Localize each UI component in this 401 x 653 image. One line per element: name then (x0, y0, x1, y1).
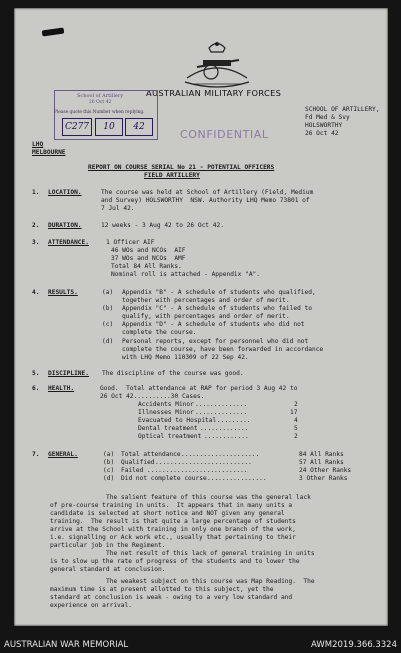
general-row-text: Qualified (121, 459, 155, 466)
general-row-label: (c) (103, 467, 115, 474)
health-row-label: Accidents Minor (138, 401, 194, 408)
attendance-line: Nominal roll is attached - Appendix "A". (111, 271, 261, 278)
results-item-label: (d) (102, 338, 114, 345)
general-row-label: (b) (103, 459, 115, 466)
general-row-value: 57 All Ranks (299, 459, 344, 466)
results-item-text: complete the course, have been forwarded in accordance (122, 346, 324, 353)
general-row-label: (a) (103, 451, 115, 458)
document-page: AUSTRALIAN MILITARY FORCES School of Artillery 26 Oct 42 Please quote this Number when replying. C277 10 42 CONFIDENTIAL SCHOOL OF ARTILLERY, Fd Med & Svy HOLSWORTHY 26 Oct 42 LHQ MELBOURNE REPORT ON COURSE SERIAL No 21 - POTENTIAL OFFICERS FIELD ARTILLERY 1. LOCATION. The course was held at School of Artillery (Field, Medium and Survey) HOLSWORTHY NSW. Authority LHQ Memo 73801 of 7 Jul 42. 2. DURATION. 12 weeks - 3 Aug 42 to 26 Oct 42. 3. ATTENDANCE. 1 Officer AIF 46 WOs and NCOs AIF 37 WOs and NCOs AMF Total 84 All Ranks. Nominal roll is attached - Appendix "A". 4. RESULTS. (a) Appendix "B" - A schedule of students who qualified, together with percentages and order of merit. (b) Appendix "C" - A schedule of students who failed to qualify, with percentages and order of merit. (c) Appendix "D" - A schedule of students who did not complete the course. (d) Personal reports, except for personnel who did not complete the course, have been forwarded in accordance with LHQ Memo 110309 of 22 Sep 42. 5. DISCIPLINE. The discipline of the course was good. 6. HEALTH. Good. Total attendance at RAP for period 3 Aug 42 to 26 Oct 42..........30 Cases. Accidents Minor .............. 2 Illnesses Minor .............. 17 Evacuated to Hospital ......... 4 Dental treatment ............. 5 Optical treatment ............ 2 7. GENERAL. (a) Total attendance ..................... 84 All Ranks (b) Qualified .......................... 57 All Ranks (c) Failed ........................... 24 Other Ranks (d) Did not complete course ................ 3 Other Ranks The salient feature of this course was the general lack of pre-course training in units. It appears that in many units a candidate is selected at short notice and NOT given any general training. The result is that quite a large percentage of students arrive at the School with training in only one branch of the work, i.e. signalling or Ack work etc., usually that pertaining to their particular job in the Regiment. The net result of this lack of general training in units is to slow up the rate of progress of the students and to lower the general standard at conclusion. The weakest subject on this course was Map Reading. The maximum time is at present allotted to this subject, yet the standard at conclusion is weak - owing to a very low standard and experience on arrival. (14, 8, 388, 626)
general-paragraph-line: maximum time is at present allotted to this subject, yet the (50, 586, 274, 593)
results-item-label: (b) (102, 305, 114, 312)
confidential-stamp: CONFIDENTIAL (180, 128, 269, 141)
stamp-line-1: School of Artillery (77, 93, 124, 99)
section-number: 4. (32, 289, 40, 296)
letterhead: AUSTRALIAN MILITARY FORCES (146, 88, 282, 98)
recipient-line-2: MELBOURNE (32, 149, 66, 156)
general-paragraph-line: The salient feature of this course was the general lack (106, 494, 311, 501)
results-item-text: with LHQ Memo 110309 of 22 Sep 42. (122, 354, 249, 361)
military-crest-icon (177, 38, 257, 90)
section-heading-general: GENERAL. (48, 451, 78, 458)
results-item-text: qualify, with percentages and order of merit. (122, 313, 290, 320)
results-item-label: (c) (102, 321, 114, 328)
attendance-line: 37 WOs and NCOs AMF (111, 255, 186, 262)
general-row-value: 84 All Ranks (299, 451, 344, 458)
address-unit: Fd Med & Svy (305, 114, 350, 121)
general-row-label: (d) (103, 475, 115, 482)
section-heading-health: HEALTH. (48, 385, 75, 392)
results-item-text: Appendix "B" - A schedule of students who qualified, (122, 289, 316, 296)
health-row-label: Evacuated to Hospital (138, 417, 217, 424)
stamp-box-1: C277 (62, 118, 92, 136)
general-paragraph-line: general standard at conclusion. (50, 566, 166, 573)
recipient-line-1: LHQ (32, 141, 44, 148)
general-paragraph-line: of pre-course training in units. It appears that in many units a (50, 502, 293, 509)
stamp-line-3: Please quote this Number when replying. (54, 110, 145, 115)
health-row-value: 4 (294, 417, 298, 424)
duration-text: 12 weeks - 3 Aug 42 to 26 Oct 42. (101, 222, 224, 229)
section-heading-duration: DURATION. (48, 222, 82, 229)
general-row-value: 3 Other Ranks (299, 475, 348, 482)
general-row-text: Did not complete course (121, 475, 207, 482)
section-number: 3. (32, 239, 40, 246)
location-text: 7 Jul 42. (101, 205, 135, 212)
health-text: Good. Total attendance at RAP for period 3 Aug 42 to (100, 385, 298, 392)
health-row-label: Optical treatment (138, 433, 202, 440)
address-date: 26 Oct 42 (305, 130, 339, 137)
results-item-text: together with percentages and order of merit. (122, 297, 290, 304)
health-row-label: Illnesses Minor (138, 409, 194, 416)
location-text: and Survey) HOLSWORTHY NSW. Authority LHQ Memo 73801 of (101, 197, 310, 204)
section-number: 5. (32, 370, 40, 377)
stamp-box-2: 10 (95, 118, 123, 136)
general-paragraph-line: training. The result is that quite a large percentage of students (50, 518, 296, 525)
attendance-line: Total 84 All Ranks. (111, 263, 182, 270)
footer-accession-number: AWM2019.366.3324 (311, 640, 397, 650)
stamp-line-2: 26 Oct 42 (89, 100, 112, 105)
address-school: SCHOOL OF ARTILLERY, (305, 106, 380, 113)
general-row-value: 24 Other Ranks (299, 467, 352, 474)
health-row-value: 17 (290, 409, 298, 416)
health-text: 26 Oct 42..........30 Cases. (100, 393, 205, 400)
section-heading-attendance: ATTENDANCE. (48, 239, 89, 246)
general-paragraph-line: i.e. signalling or Ack work etc., usually that pertaining to their (50, 534, 296, 541)
health-row-label: Dental treatment (138, 425, 198, 432)
hole-punch-mark (42, 27, 65, 36)
report-title-line-1: REPORT ON COURSE SERIAL No 21 - POTENTIAL OFFICERS (88, 164, 275, 171)
health-row-value: 2 (294, 401, 298, 408)
general-paragraph-line: experience on arrival. (50, 602, 132, 609)
attendance-line: 46 WOs and NCOs AIF (111, 247, 186, 254)
location-text: The course was held at School of Artillery (Field, Medium (101, 189, 314, 196)
section-number: 2. (32, 222, 40, 229)
address-place: HOLSWORTHY (305, 122, 343, 129)
results-item-label: (a) (102, 289, 114, 296)
general-paragraph-line: is to slow up the rate of progress of the students and to lower the (50, 558, 300, 565)
section-heading-location: LOCATION. (48, 189, 82, 196)
section-number: 7. (32, 451, 40, 458)
general-row-text: Total attendance (121, 451, 181, 458)
health-row-value: 2 (294, 433, 298, 440)
results-item-text: complete the course. (122, 329, 197, 336)
general-paragraph-line: candidate is selected at short notice and NOT given any general (50, 510, 285, 517)
sender-address (305, 106, 380, 138)
general-paragraph-line: particular job in the Regiment. (50, 542, 166, 549)
general-paragraph-line: arrive at the School with training in only one branch of the work, (50, 526, 296, 533)
discipline-text: The discipline of the course was good. (102, 370, 244, 377)
section-heading-results: RESULTS. (48, 289, 78, 296)
section-number: 1. (32, 189, 40, 196)
stamp-box-3: 42 (125, 118, 153, 136)
results-item-text: Personal reports, except for personnel who did not (122, 338, 309, 345)
general-paragraph-line: The weakest subject on this course was Map Reading. The (106, 578, 315, 585)
attendance-line: 1 Officer AIF (106, 239, 155, 246)
results-item-text: Appendix "D" - A schedule of students who did not (122, 321, 305, 328)
registry-stamp (54, 90, 158, 140)
footer-institution: AUSTRALIAN WAR MEMORIAL (4, 640, 129, 650)
section-heading-discipline: DISCIPLINE. (48, 370, 89, 377)
health-row-value: 5 (294, 425, 298, 432)
general-row-text: Failed (121, 467, 144, 474)
report-title-line-2: FIELD ARTILLERY (144, 172, 200, 179)
results-item-text: Appendix "C" - A schedule of students who failed to (122, 305, 312, 312)
general-paragraph-line: The net result of this lack of general training in units (106, 550, 315, 557)
section-number: 6. (32, 385, 40, 392)
general-paragraph-line: standard at conclusion is weak - owing to a very low standard and (50, 594, 293, 601)
